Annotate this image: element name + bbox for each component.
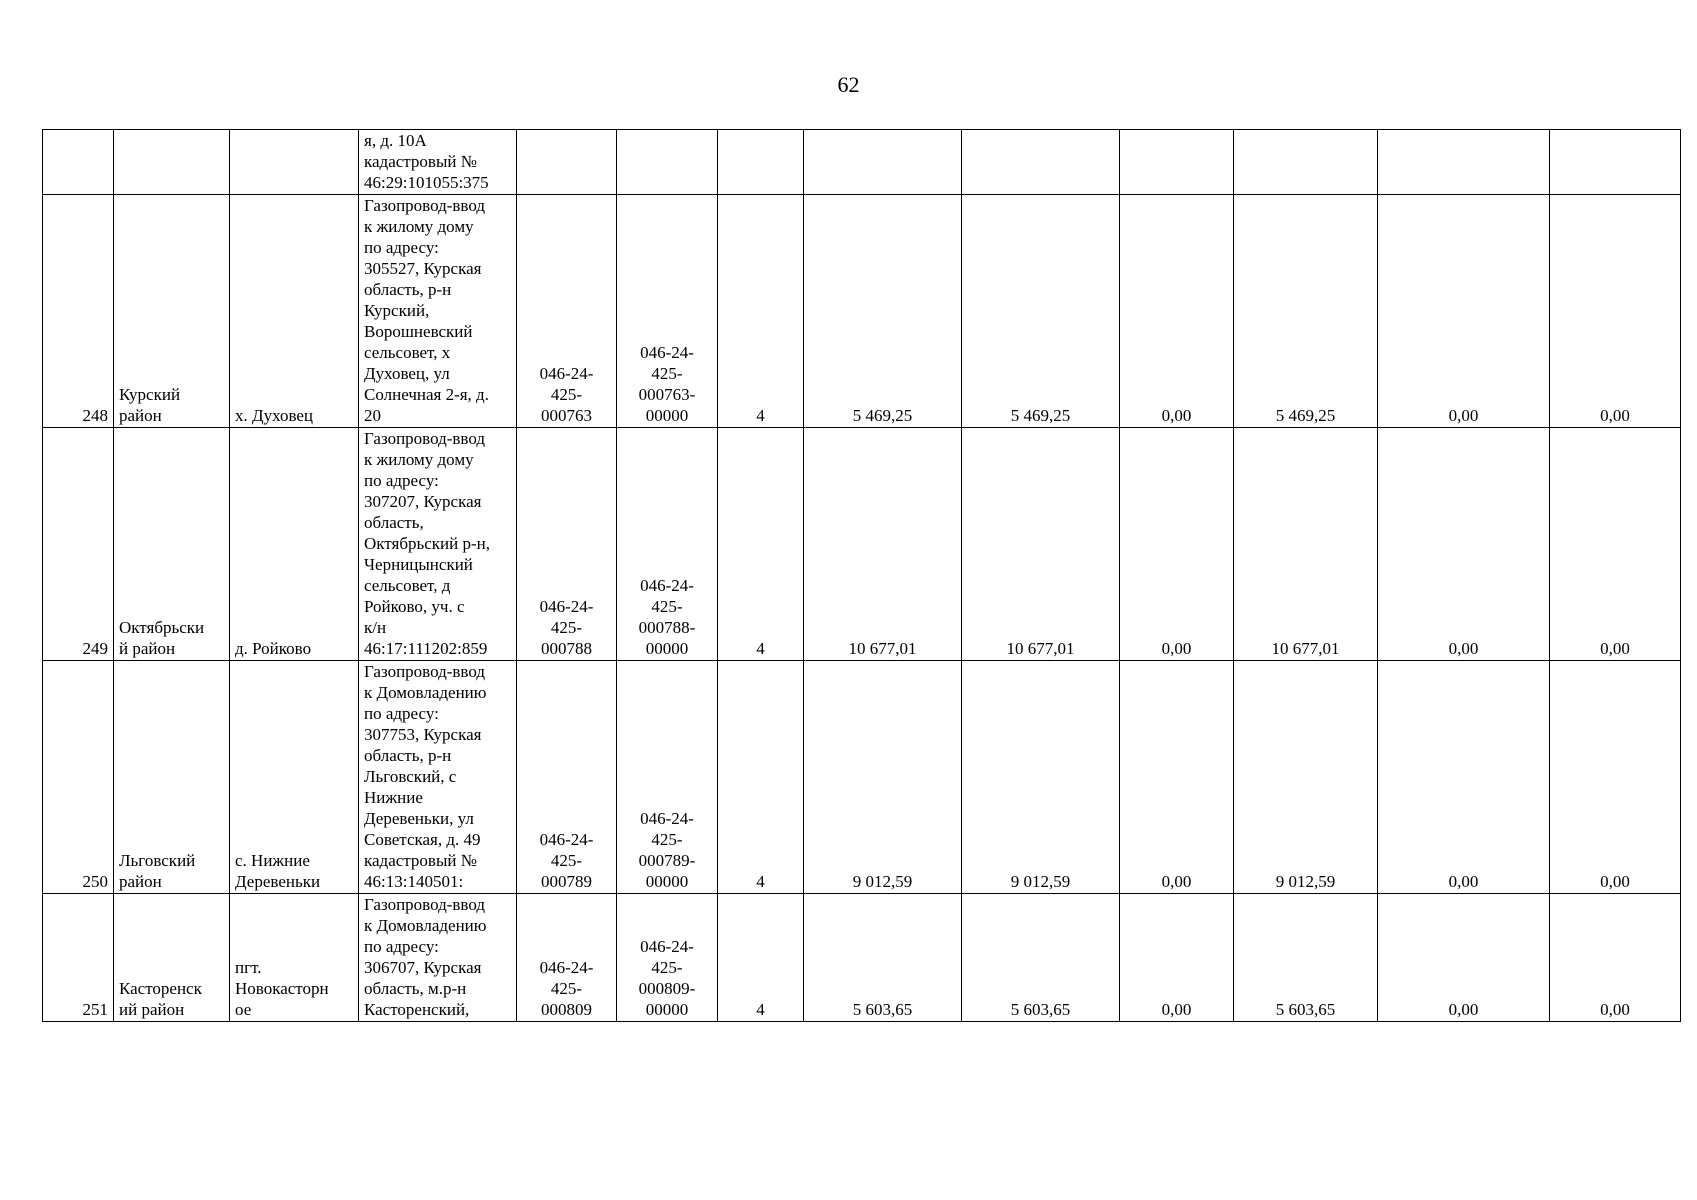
cell-line: 20: [364, 406, 381, 425]
cell-line: ое: [235, 1000, 252, 1019]
cell-line: 000788: [541, 639, 592, 658]
cell-line: 046-24-: [539, 958, 594, 977]
cell-value-4: [1234, 894, 1378, 1022]
cell-text: 0,00: [1161, 639, 1192, 658]
cell-value-1: [804, 195, 962, 428]
cell-text: 5 603,65: [1275, 1000, 1336, 1019]
cell-settlement: [230, 661, 359, 894]
cell-value-2: [962, 661, 1120, 894]
cell-text: 0,00: [1161, 1000, 1192, 1019]
cell-value-6: [1550, 195, 1681, 428]
cell-row-number: [43, 894, 114, 1022]
cell-district: [114, 195, 230, 428]
cell-inventory-code: [617, 661, 718, 894]
cell-line: 000763: [541, 406, 592, 425]
cell-line: Газопровод-ввод: [364, 895, 485, 914]
table-row: [43, 894, 1681, 1022]
cell-line: 307207, Курская: [364, 492, 482, 511]
cell-line: 000789: [541, 872, 592, 891]
cell-line: Газопровод-ввод: [364, 429, 485, 448]
cell-value-4: [1234, 661, 1378, 894]
cell-line: 425-: [550, 618, 583, 637]
cell-object-description: [359, 130, 517, 195]
cell-line: к/н: [364, 618, 387, 637]
cell-row-number: [43, 130, 114, 195]
cell-value-6: [1550, 894, 1681, 1022]
cell-line: Новокасторн: [235, 979, 329, 998]
cell-line: 000788-: [638, 618, 696, 637]
cell-line: 00000: [645, 639, 689, 658]
cell-object-code: [517, 894, 617, 1022]
cell-text: 5 469,25: [852, 406, 913, 425]
cell-text: 0,00: [1600, 1000, 1630, 1019]
cell-line: район: [119, 872, 162, 891]
cell-line: Касторенск: [119, 979, 202, 998]
cell-line: Газопровод-ввод: [364, 662, 485, 681]
cell-value-4: [1234, 130, 1378, 195]
cell-text: 249: [82, 639, 108, 658]
cell-quantity: [718, 195, 804, 428]
cell-inventory-code: [617, 195, 718, 428]
cell-text: 4: [756, 639, 765, 658]
table-row: [43, 130, 1681, 195]
cell-line: 00000: [645, 872, 689, 891]
cell-line: 425-: [651, 830, 683, 849]
cell-text: 5 469,25: [1010, 406, 1071, 425]
table-row: [43, 195, 1681, 428]
table-body: [43, 130, 1681, 1022]
cell-line: 046-24-: [640, 937, 694, 956]
cell-value-6: [1550, 661, 1681, 894]
cell-value-3: [1120, 130, 1234, 195]
cell-row-number: [43, 661, 114, 894]
cell-value-2: [962, 195, 1120, 428]
cell-text: 9 012,59: [1010, 872, 1071, 891]
cell-line: 046-24-: [640, 576, 694, 595]
cell-line: Октябрьский р-н,: [364, 534, 490, 553]
cell-settlement: [230, 894, 359, 1022]
cell-line: 46:17:111202:859: [364, 639, 488, 658]
cell-row-number: [43, 195, 114, 428]
cell-line: область, р-н: [364, 746, 452, 765]
cell-line: 046-24-: [640, 809, 694, 828]
cell-settlement: [230, 428, 359, 661]
cell-settlement: [230, 195, 359, 428]
cell-text: 0,00: [1600, 406, 1630, 425]
cell-line: 00000: [645, 1000, 689, 1019]
cell-object-description: [359, 661, 517, 894]
cell-line: 425-: [651, 364, 683, 383]
cell-value-1: [804, 661, 962, 894]
cell-line: я, д. 10А: [364, 131, 427, 150]
cell-settlement: [230, 130, 359, 195]
cell-quantity: [718, 661, 804, 894]
cell-line: к жилому дому: [364, 217, 474, 236]
cell-text: 10 677,01: [848, 639, 917, 658]
cell-value-1: [804, 428, 962, 661]
cell-line: Газопровод-ввод: [364, 196, 485, 215]
cell-value-2: [962, 130, 1120, 195]
cell-line: район: [119, 406, 162, 425]
cell-object-description: [359, 894, 517, 1022]
register-table: [42, 129, 1681, 1022]
cell-line: Нижние: [364, 788, 423, 807]
cell-text: 0,00: [1448, 406, 1479, 425]
cell-text: 0,00: [1448, 872, 1479, 891]
cell-line: 000809-: [638, 979, 696, 998]
cell-value-3: [1120, 428, 1234, 661]
cell-text: 4: [756, 406, 765, 425]
cell-object-code: [517, 428, 617, 661]
cell-line: 305527, Курская: [364, 259, 482, 278]
cell-line: по адресу:: [364, 704, 439, 723]
cell-line: по адресу:: [364, 937, 439, 956]
cell-line: к жилому дому: [364, 450, 474, 469]
page-number: 62: [837, 72, 860, 97]
cell-district: [114, 130, 230, 195]
cell-line: 000809: [541, 1000, 592, 1019]
cell-row-number: [43, 428, 114, 661]
cell-line: 046-24-: [539, 597, 594, 616]
cell-object-code: [517, 130, 617, 195]
cell-value-5: [1378, 130, 1550, 195]
cell-value-5: [1378, 894, 1550, 1022]
cell-line: область, м.р-н: [364, 979, 467, 998]
cell-line: 425-: [550, 385, 583, 404]
cell-value-1: [804, 130, 962, 195]
cell-line: кадастровый №: [364, 851, 477, 870]
cell-line: ий район: [119, 1000, 185, 1019]
cell-text: 0,00: [1161, 872, 1192, 891]
cell-value-4: [1234, 428, 1378, 661]
cell-line: 046-24-: [539, 364, 594, 383]
cell-line: Курский,: [364, 301, 430, 320]
cell-value-5: [1378, 428, 1550, 661]
cell-line: Ворошневский: [364, 322, 473, 341]
cell-line: сельсовет, д: [364, 576, 451, 595]
cell-value-4: [1234, 195, 1378, 428]
cell-value-6: [1550, 428, 1681, 661]
cell-quantity: [718, 130, 804, 195]
cell-line: Деревеньки, ул: [364, 809, 474, 828]
cell-text: 10 677,01: [1006, 639, 1075, 658]
cell-line: х. Духовец: [235, 406, 314, 425]
cell-value-1: [804, 894, 962, 1022]
cell-line: по адресу:: [364, 238, 439, 257]
cell-text: 9 012,59: [1275, 872, 1336, 891]
cell-line: Солнечная 2-я, д.: [364, 385, 489, 404]
cell-value-2: [962, 894, 1120, 1022]
cell-line: Льговский, с: [364, 767, 457, 786]
cell-value-5: [1378, 661, 1550, 894]
cell-line: 307753, Курская: [364, 725, 482, 744]
cell-line: Деревеньки: [235, 872, 321, 891]
cell-line: кадастровый №: [364, 152, 477, 171]
cell-line: д. Ройково: [235, 639, 312, 658]
cell-line: по адресу:: [364, 471, 439, 490]
cell-object-description: [359, 195, 517, 428]
cell-line: 425-: [651, 958, 683, 977]
cell-text: 5 469,25: [1275, 406, 1336, 425]
cell-line: Черницынский: [364, 555, 473, 574]
cell-quantity: [718, 428, 804, 661]
cell-value-3: [1120, 195, 1234, 428]
cell-district: [114, 661, 230, 894]
cell-value-3: [1120, 894, 1234, 1022]
cell-line: с. Нижние: [235, 851, 310, 870]
cell-object-code: [517, 661, 617, 894]
cell-line: Курский: [119, 385, 181, 404]
cell-line: область, р-н: [364, 280, 452, 299]
table-row: [43, 661, 1681, 894]
cell-inventory-code: [617, 894, 718, 1022]
cell-text: 248: [82, 406, 108, 425]
cell-line: 46:29:101055:375: [364, 173, 489, 192]
cell-text: 9 012,59: [852, 872, 913, 891]
cell-line: к Домовладению: [364, 916, 487, 935]
cell-district: [114, 894, 230, 1022]
cell-line: к Домовладению: [364, 683, 487, 702]
cell-line: 046-24-: [640, 343, 694, 362]
cell-line: Октябрьски: [119, 618, 205, 637]
cell-district: [114, 428, 230, 661]
cell-line: 000789-: [638, 851, 696, 870]
cell-text: 10 677,01: [1271, 639, 1340, 658]
cell-line: Советская, д. 49: [364, 830, 481, 849]
cell-text: 4: [756, 872, 765, 891]
cell-text: 0,00: [1448, 639, 1479, 658]
cell-line: й район: [119, 639, 176, 658]
cell-text: 5 603,65: [852, 1000, 913, 1019]
cell-line: Касторенский,: [364, 1000, 470, 1019]
cell-inventory-code: [617, 130, 718, 195]
cell-text: 4: [756, 1000, 765, 1019]
cell-text: 0,00: [1600, 639, 1630, 658]
cell-line: 306707, Курская: [364, 958, 482, 977]
cell-line: пгт.: [235, 958, 262, 977]
cell-line: сельсовет, х: [364, 343, 451, 362]
cell-text: 0,00: [1161, 406, 1192, 425]
cell-value-2: [962, 428, 1120, 661]
cell-quantity: [718, 894, 804, 1022]
cell-text: 5 603,65: [1010, 1000, 1071, 1019]
cell-text: 251: [82, 1000, 108, 1019]
cell-line: Духовец, ул: [364, 364, 450, 383]
cell-line: 00000: [645, 406, 689, 425]
cell-line: 425-: [651, 597, 683, 616]
cell-line: Льговский: [119, 851, 196, 870]
cell-line: 000763-: [638, 385, 696, 404]
cell-text: 250: [82, 872, 108, 891]
cell-line: область,: [364, 513, 424, 532]
cell-line: Ройково, уч. с: [364, 597, 465, 616]
cell-line: 425-: [550, 851, 583, 870]
cell-text: 0,00: [1448, 1000, 1479, 1019]
cell-line: 046-24-: [539, 830, 594, 849]
cell-value-3: [1120, 661, 1234, 894]
cell-text: 0,00: [1600, 872, 1630, 891]
cell-line: 46:13:140501:: [364, 872, 464, 891]
cell-value-5: [1378, 195, 1550, 428]
cell-value-6: [1550, 130, 1681, 195]
cell-inventory-code: [617, 428, 718, 661]
cell-object-description: [359, 428, 517, 661]
table-row: [43, 428, 1681, 661]
cell-object-code: [517, 195, 617, 428]
cell-line: 425-: [550, 979, 583, 998]
